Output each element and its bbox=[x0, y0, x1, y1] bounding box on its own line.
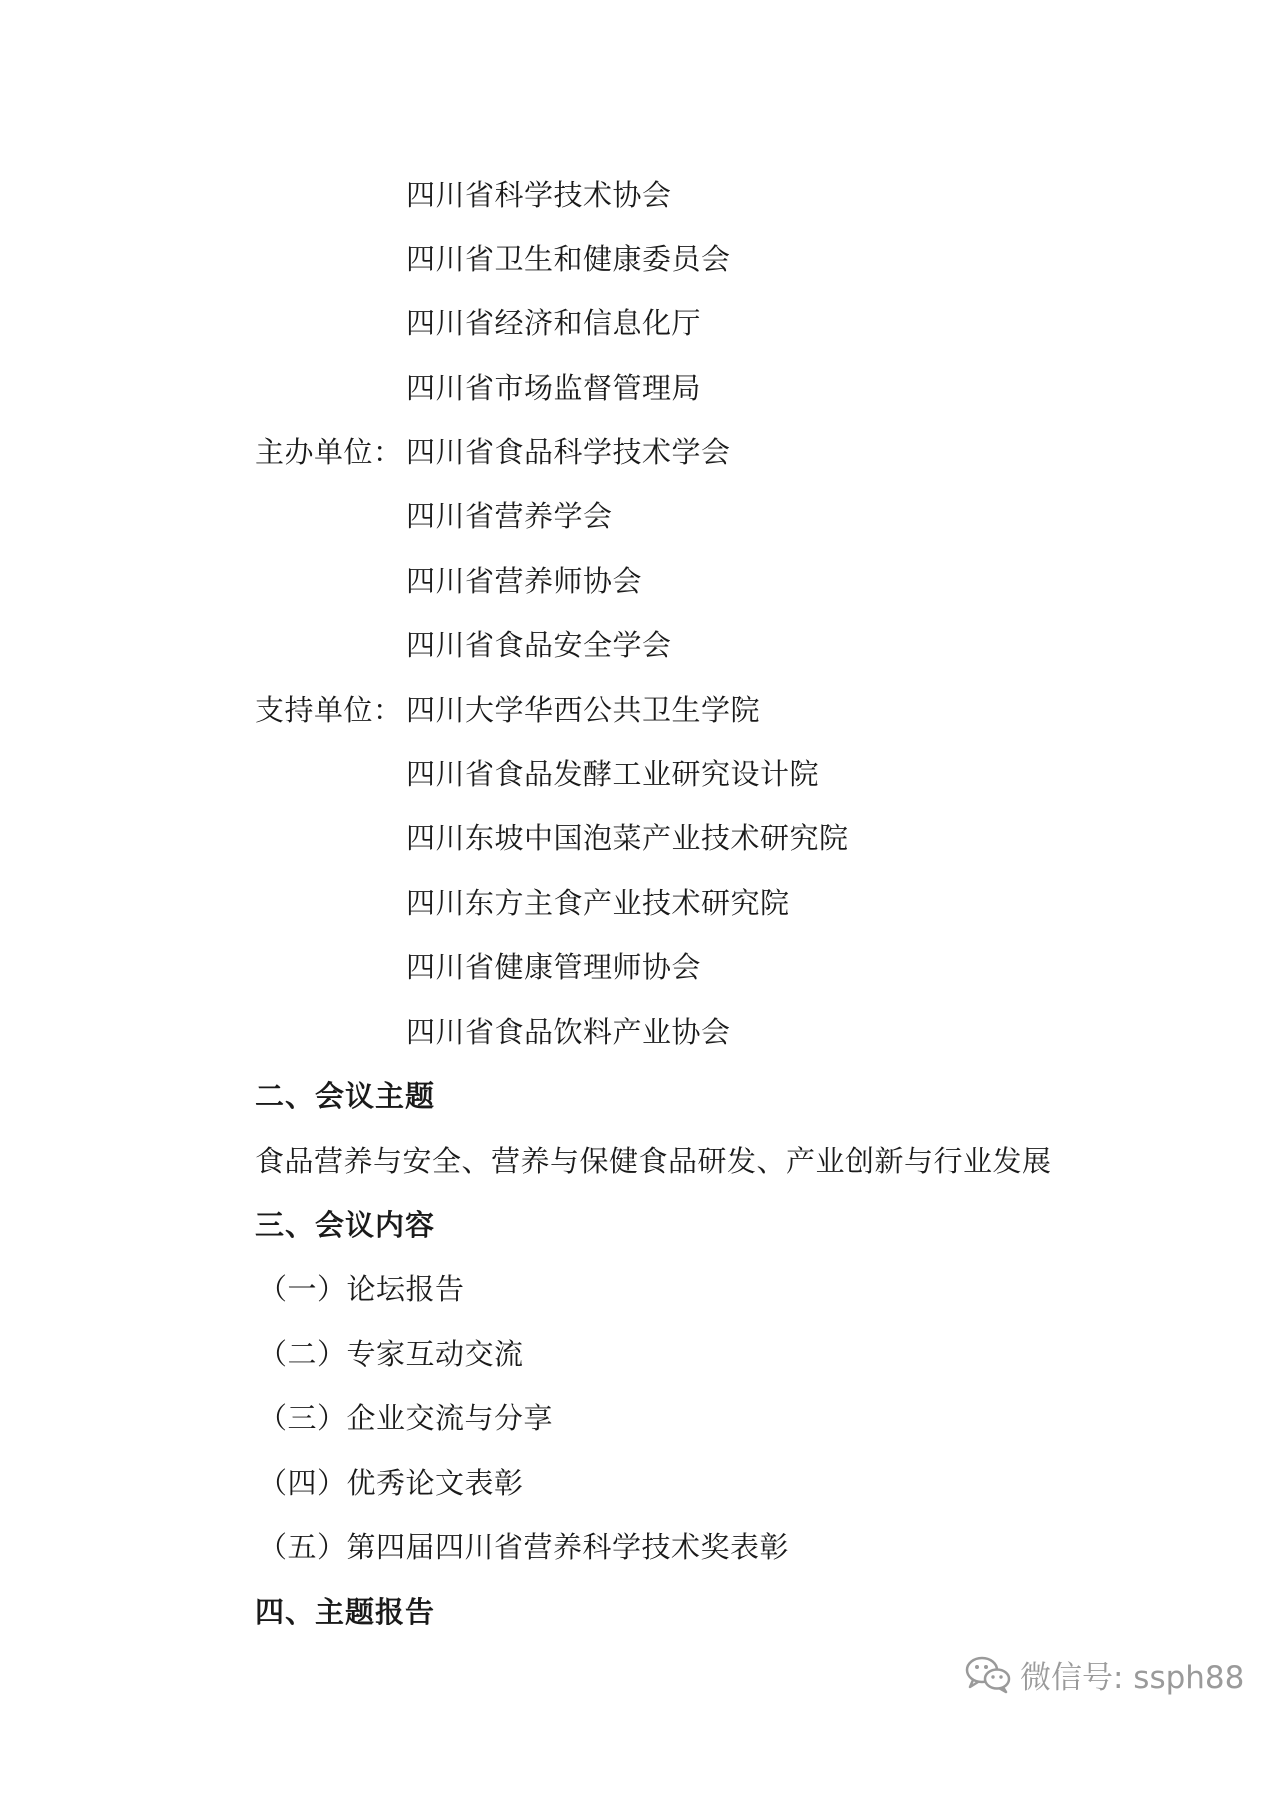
host-unit: 四川省营养学会 bbox=[406, 499, 613, 533]
host-unit: 四川省食品科学技术学会 bbox=[406, 435, 731, 469]
watermark-text: 微信号: ssph88 bbox=[1020, 1659, 1245, 1696]
guidance-unit: 四川省卫生和健康委员会 bbox=[406, 242, 731, 276]
content-item: （二）专家互动交流 bbox=[258, 1337, 524, 1371]
section-heading-theme: 二、会议主题 bbox=[255, 1079, 436, 1113]
support-unit: 四川省食品饮料产业协会 bbox=[406, 1015, 731, 1049]
support-label: 支持单位： bbox=[255, 693, 403, 727]
content-item: （五）第四届四川省营养科学技术奖表彰 bbox=[258, 1530, 790, 1564]
host-label: 主办单位： bbox=[255, 435, 403, 469]
host-unit: 四川省营养师协会 bbox=[406, 564, 643, 598]
support-unit: 四川省健康管理师协会 bbox=[406, 950, 702, 984]
support-unit: 四川省食品发酵工业研究设计院 bbox=[406, 757, 820, 791]
section-heading-reports: 四、主题报告 bbox=[255, 1595, 436, 1629]
guidance-unit: 四川省科学技术协会 bbox=[406, 178, 672, 212]
support-unit: 四川大学华西公共卫生学院 bbox=[406, 693, 761, 727]
content-item: （三）企业交流与分享 bbox=[258, 1401, 554, 1435]
theme-text: 食品营养与安全、营养与保健食品研发、产业创新与行业发展 bbox=[255, 1144, 1052, 1178]
wechat-watermark bbox=[964, 1650, 1244, 1698]
content-item: （一）论坛报告 bbox=[258, 1272, 465, 1306]
content-item: （四）优秀论文表彰 bbox=[258, 1466, 524, 1500]
host-unit: 四川省食品安全学会 bbox=[406, 628, 672, 662]
guidance-unit: 四川省市场监督管理局 bbox=[406, 371, 702, 405]
section-heading-content: 三、会议内容 bbox=[255, 1208, 436, 1242]
support-unit: 四川东方主食产业技术研究院 bbox=[406, 886, 790, 920]
support-unit: 四川东坡中国泡菜产业技术研究院 bbox=[406, 821, 849, 855]
guidance-unit: 四川省经济和信息化厅 bbox=[406, 306, 702, 340]
wechat-icon bbox=[964, 1654, 1012, 1694]
